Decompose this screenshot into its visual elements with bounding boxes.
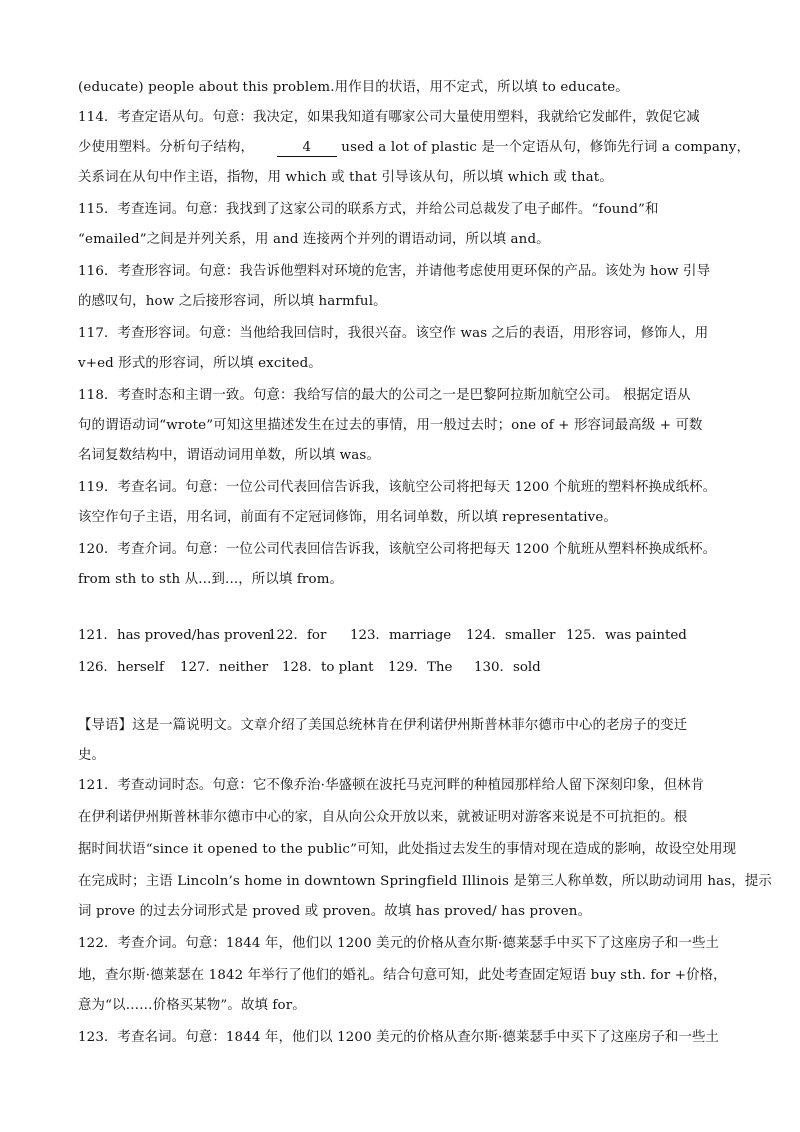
- text-line: 的感叹句，how 之后接形容词，所以填 harmful。: [78, 294, 387, 309]
- text-segment: used a lot of plastic 是一个定语从句，修饰先行词 a company，: [341, 140, 751, 155]
- answer-item: 124．smaller: [466, 628, 556, 643]
- text-line: 115．考查连词。句意：我找到了这家公司的联系方式，并给公司总裁发了电子邮件。“found”和: [78, 202, 659, 217]
- text-segment: 少使用塑料。分析句子结构，: [78, 140, 255, 155]
- text-line: 118．考查时态和主谓一致。句意：我给写信的最大的公司之一是巴黎阿拉斯加航空公司。 根据定语从: [78, 388, 691, 403]
- text-line: 120．考查介词。句意：一位公司代表回信告诉我，该航空公司将把每天 1200 个航班从塑料杯换成纸杯。: [78, 542, 717, 557]
- text-line: 116．考查形容词。句意：我告诉他塑料对环境的危害，并请他考虑使用更环保的产品。该处为 how 引导: [78, 264, 711, 279]
- text-line: 意为“以……价格买某物”。故填 for。: [78, 998, 306, 1013]
- text-line: 关系词在从句中作主语，指物，用 which 或 that 引导该从句，所以填 which 或 that。: [78, 170, 613, 185]
- answer-item: 128．to plant: [282, 660, 374, 675]
- answer-item: 127．neither: [180, 660, 269, 675]
- answer-item: 125．was painted: [566, 628, 687, 643]
- text-line: [78, 138, 751, 158]
- text-line: 史。: [78, 748, 106, 763]
- text-line: v+ed 形式的形容词，所以填 excited。: [78, 356, 322, 371]
- text-line: 119．考查名词。句意：一位公司代表回信告诉我，该航空公司将把每天 1200 个航班的塑料杯换成纸杯。: [78, 480, 717, 495]
- text-line: 地，查尔斯·德莱瑟在 1842 年举行了他们的婚礼。结合句意可知，此处考查固定短语 buy sth. for +价格，: [78, 968, 727, 983]
- blank-number: 4: [277, 140, 337, 157]
- answer-item: 121．has proved/has proven: [78, 628, 272, 643]
- text-line: 123．考查名词。句意：1844 年，他们以 1200 美元的价格从查尔斯·德莱瑟手中买下了这座房子和一些土: [78, 1030, 720, 1045]
- text-line: from sth to sth 从...到...，所以填 from。: [78, 572, 344, 587]
- text-line: 114．考查定语从句。句意：我决定，如果我知道有哪家公司大量使用塑料，我就给它发邮件，敦促它减: [78, 110, 700, 125]
- text-line: (educate) people about this problem.用作目的状语，用不定式，所以填 to educate。: [78, 80, 629, 95]
- text-line: 词 prove 的过去分词形式是 proved 或 proven。故填 has proved/ has proven。: [78, 904, 592, 919]
- text-line: 122．考查介词。句意：1844 年，他们以 1200 美元的价格从查尔斯·德莱瑟手中买下了这座房子和一些土: [78, 936, 720, 951]
- text-line: 在伊利诺伊州斯普林菲尔德市中心的家，自从向公众开放以来，就被证明对游客来说是不可抗拒的。根: [78, 810, 688, 825]
- text-line: 121．考查动词时态。句意：它不像乔治·华盛顿在波托马克河畔的种植园那样给人留下深刻印象，但林肯: [78, 778, 705, 793]
- text-line: 句的谓语动词“wrote”可知这里描述发生在过去的事情，用一般过去时；one of + 形容词最高级 + 可数: [78, 418, 703, 433]
- text-line: 117．考查形容词。句意：当他给我回信时，我很兴奋。该空作 was 之后的表语，用形容词，修饰人，用: [78, 326, 709, 341]
- text-line: 据时间状语“since it opened to the public”可知，此处指过去发生的事情对现在造成的影响，故设空处用现: [78, 842, 737, 857]
- answer-item: 130．sold: [474, 660, 541, 675]
- answer-item: 129．The: [388, 660, 453, 675]
- answer-item: 122．for: [268, 628, 327, 643]
- text-line: 【导语】这是一篇说明文。文章介绍了美国总统林肯在伊利诺伊州斯普林菲尔德市中心的老房子的变迁: [78, 718, 688, 733]
- answer-item: 123．marriage: [350, 628, 452, 643]
- answer-item: 126．herself: [78, 660, 164, 675]
- text-line: 该空作句子主语，用名词，前面有不定冠词修饰，用名词单数，所以填 representative。: [78, 510, 617, 525]
- text-line: “emailed”之间是并列关系，用 and 连接两个并列的谓语动词，所以填 and。: [78, 232, 550, 247]
- text-line: 名词复数结构中，谓语动词用单数，所以填 was。: [78, 448, 380, 463]
- text-line: 在完成时；主语 Lincoln’s home in downtown Springfield Illinois 是第三人称单数，所以助动词用 has，提示: [78, 874, 772, 889]
